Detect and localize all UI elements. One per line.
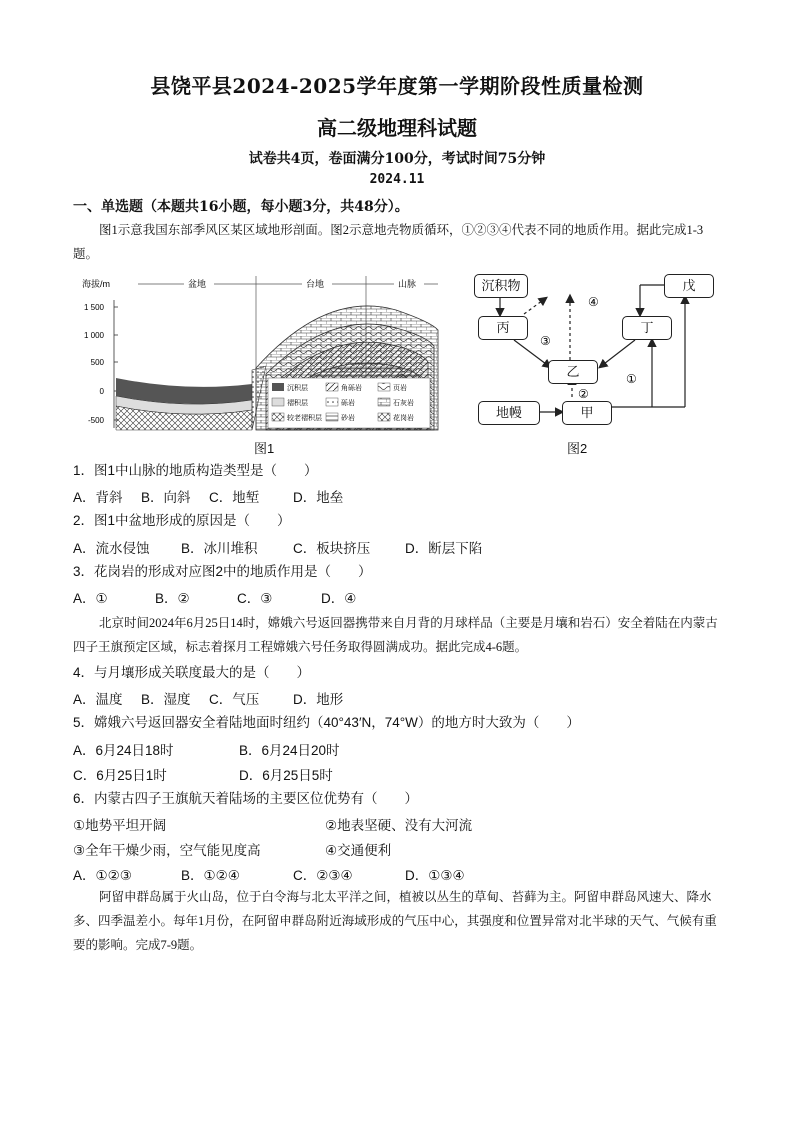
node-wu: 戊 — [664, 274, 714, 298]
option[interactable]: A．6月24日18时 — [73, 743, 174, 758]
zone-label-plateau: 台地 — [306, 279, 325, 289]
fig1-legend — [268, 378, 430, 428]
option[interactable]: B．湿度 — [141, 692, 191, 707]
option[interactable]: D．断层下陷 — [405, 541, 483, 556]
question-2-options — [73, 537, 482, 557]
statement: ③全年干燥少雨，空气能见度高 — [73, 843, 261, 858]
option[interactable]: A．①②③ — [73, 868, 132, 883]
legend-label: 褶积层 — [287, 400, 308, 407]
question-2: 2．图1中盆地形成的原因是（ ） — [73, 513, 291, 528]
question-6-statements-row2 — [73, 839, 391, 859]
option[interactable]: C．板块挤压 — [293, 541, 371, 556]
option[interactable]: C．6月25日1时 — [73, 768, 167, 783]
node-ding: 丁 — [622, 316, 672, 340]
section-heading: 一、单选题（本题共16小题，每小题3分，共48分）。 — [73, 199, 409, 215]
option[interactable]: B．6月24日20时 — [239, 743, 340, 758]
cross-section-diagram — [76, 270, 446, 435]
option[interactable]: C．③ — [237, 591, 273, 606]
process-marker-1: ① — [626, 372, 637, 386]
node-jia: 甲 — [562, 401, 612, 425]
exam-subtitle: 高二级地理科试题 — [317, 116, 477, 140]
option[interactable]: B．冰川堆积 — [181, 541, 258, 556]
y-tick: 1 500 — [83, 303, 104, 312]
question-6-statements-row1 — [73, 814, 472, 834]
process-marker-2: ② — [578, 387, 589, 401]
node-mantle: 地幔 — [478, 401, 540, 425]
y-tick: 0 — [99, 387, 104, 396]
question-4-options — [73, 688, 343, 708]
figure-1-caption: 图1 — [254, 441, 275, 456]
y-axis-label: 海拔/m — [82, 279, 110, 289]
option[interactable]: A．背斜 — [73, 490, 123, 505]
option[interactable]: C．②③④ — [293, 868, 353, 883]
y-tick: 1 000 — [83, 331, 104, 340]
question-3-options — [73, 587, 356, 607]
question-5-options-row1 — [73, 739, 340, 759]
question-1: 1．图1中山脉的地质构造类型是（ ） — [73, 463, 318, 478]
option[interactable]: A．流水侵蚀 — [73, 541, 150, 556]
option[interactable]: D．①③④ — [405, 868, 465, 883]
legend-label: 石灰岩 — [393, 400, 414, 407]
option[interactable]: D．地形 — [293, 692, 344, 707]
question-6-options — [73, 864, 465, 884]
option[interactable]: C．气压 — [209, 692, 260, 707]
process-marker-4: ④ — [588, 295, 599, 309]
figure-2 — [470, 270, 720, 430]
statement: ④交通便利 — [325, 843, 392, 858]
zone-label-mountain: 山脉 — [398, 279, 417, 289]
question-6: 6．内蒙古四子王旗航天着陆场的主要区位优势有（ ） — [73, 791, 419, 806]
node-bing: 丙 — [478, 316, 528, 340]
question-5-options-row2 — [73, 764, 333, 784]
option[interactable]: D．6月25日5时 — [239, 768, 333, 783]
legend-label: 页岩 — [393, 385, 407, 392]
y-tick: -500 — [87, 416, 104, 425]
option[interactable]: D．④ — [321, 591, 357, 606]
option[interactable]: A．① — [73, 591, 108, 606]
process-marker-3: ③ — [540, 334, 551, 348]
legend-label: 砾岩 — [341, 400, 355, 407]
option[interactable]: B．向斜 — [141, 490, 191, 505]
question-3: 3．花岗岩的形成对应图2中的地质作用是（ ） — [73, 564, 372, 579]
statement: ②地表坚硬、没有大河流 — [325, 818, 473, 833]
legend-label: 沉积层 — [287, 385, 308, 392]
figure-1 — [76, 270, 446, 435]
option[interactable]: B．①②④ — [181, 868, 240, 883]
exam-date: 2024.11 — [369, 172, 425, 187]
node-yi: 乙 — [548, 360, 598, 384]
option[interactable]: A．温度 — [73, 692, 123, 707]
zone-label-basin: 盆地 — [188, 279, 207, 289]
statement: ①地势平坦开阔 — [73, 818, 167, 833]
option[interactable]: D．地垒 — [293, 490, 344, 505]
legend-label: 角砾岩 — [341, 385, 362, 392]
passage-aleutian: 阿留申群岛属于火山岛，位于白令海与北太平洋之间，植被以丛生的草甸、苔藓为主。阿留申群岛风速大、降水多、四季温差小。每年1月份，在阿留申群岛附近海域形成的气压中心，其强度和位置异常对北半球的天气、气候有重要的影响。完成7-9题。 — [73, 890, 717, 952]
exam-info: 试卷共4页，卷面满分100分，考试时间75分钟 — [248, 151, 546, 167]
intro-paragraph: 图1示意我国东部季风区某区域地形剖面。图2示意地壳物质循环，①②③④代表不同的地质作用。据此完成1-3题。 — [73, 223, 704, 261]
exam-title: 县饶平县2024-2025学年度第一学期阶段性质量检测 — [150, 74, 644, 98]
question-4: 4．与月壤形成关联度最大的是（ ） — [73, 665, 311, 680]
option[interactable]: C．地堑 — [209, 490, 260, 505]
question-1-options — [73, 486, 343, 506]
legend-label: 花岗岩 — [393, 415, 414, 422]
node-sediment: 沉积物 — [474, 274, 528, 298]
figure-2-caption: 图2 — [567, 441, 588, 456]
option[interactable]: B．② — [155, 591, 190, 606]
question-5: 5．嫦娥六号返回器安全着陆地面时纽约（40°43′N，74°W）的地方时大致为（ ） — [73, 715, 580, 730]
legend-label: 砂岩 — [341, 415, 355, 422]
passage-chang-e-6: 北京时间2024年6月25日14时，嫦娥六号返回器携带来自月背的月球样品（主要是月壤和岩石）安全着陆在内蒙古四子王旗预定区域，标志着探月工程嫦娥六号任务取得圆满成功。据此完成4-6题。 — [73, 616, 718, 654]
y-tick: 500 — [90, 358, 104, 367]
legend-label: 较老褶积层 — [287, 415, 322, 422]
